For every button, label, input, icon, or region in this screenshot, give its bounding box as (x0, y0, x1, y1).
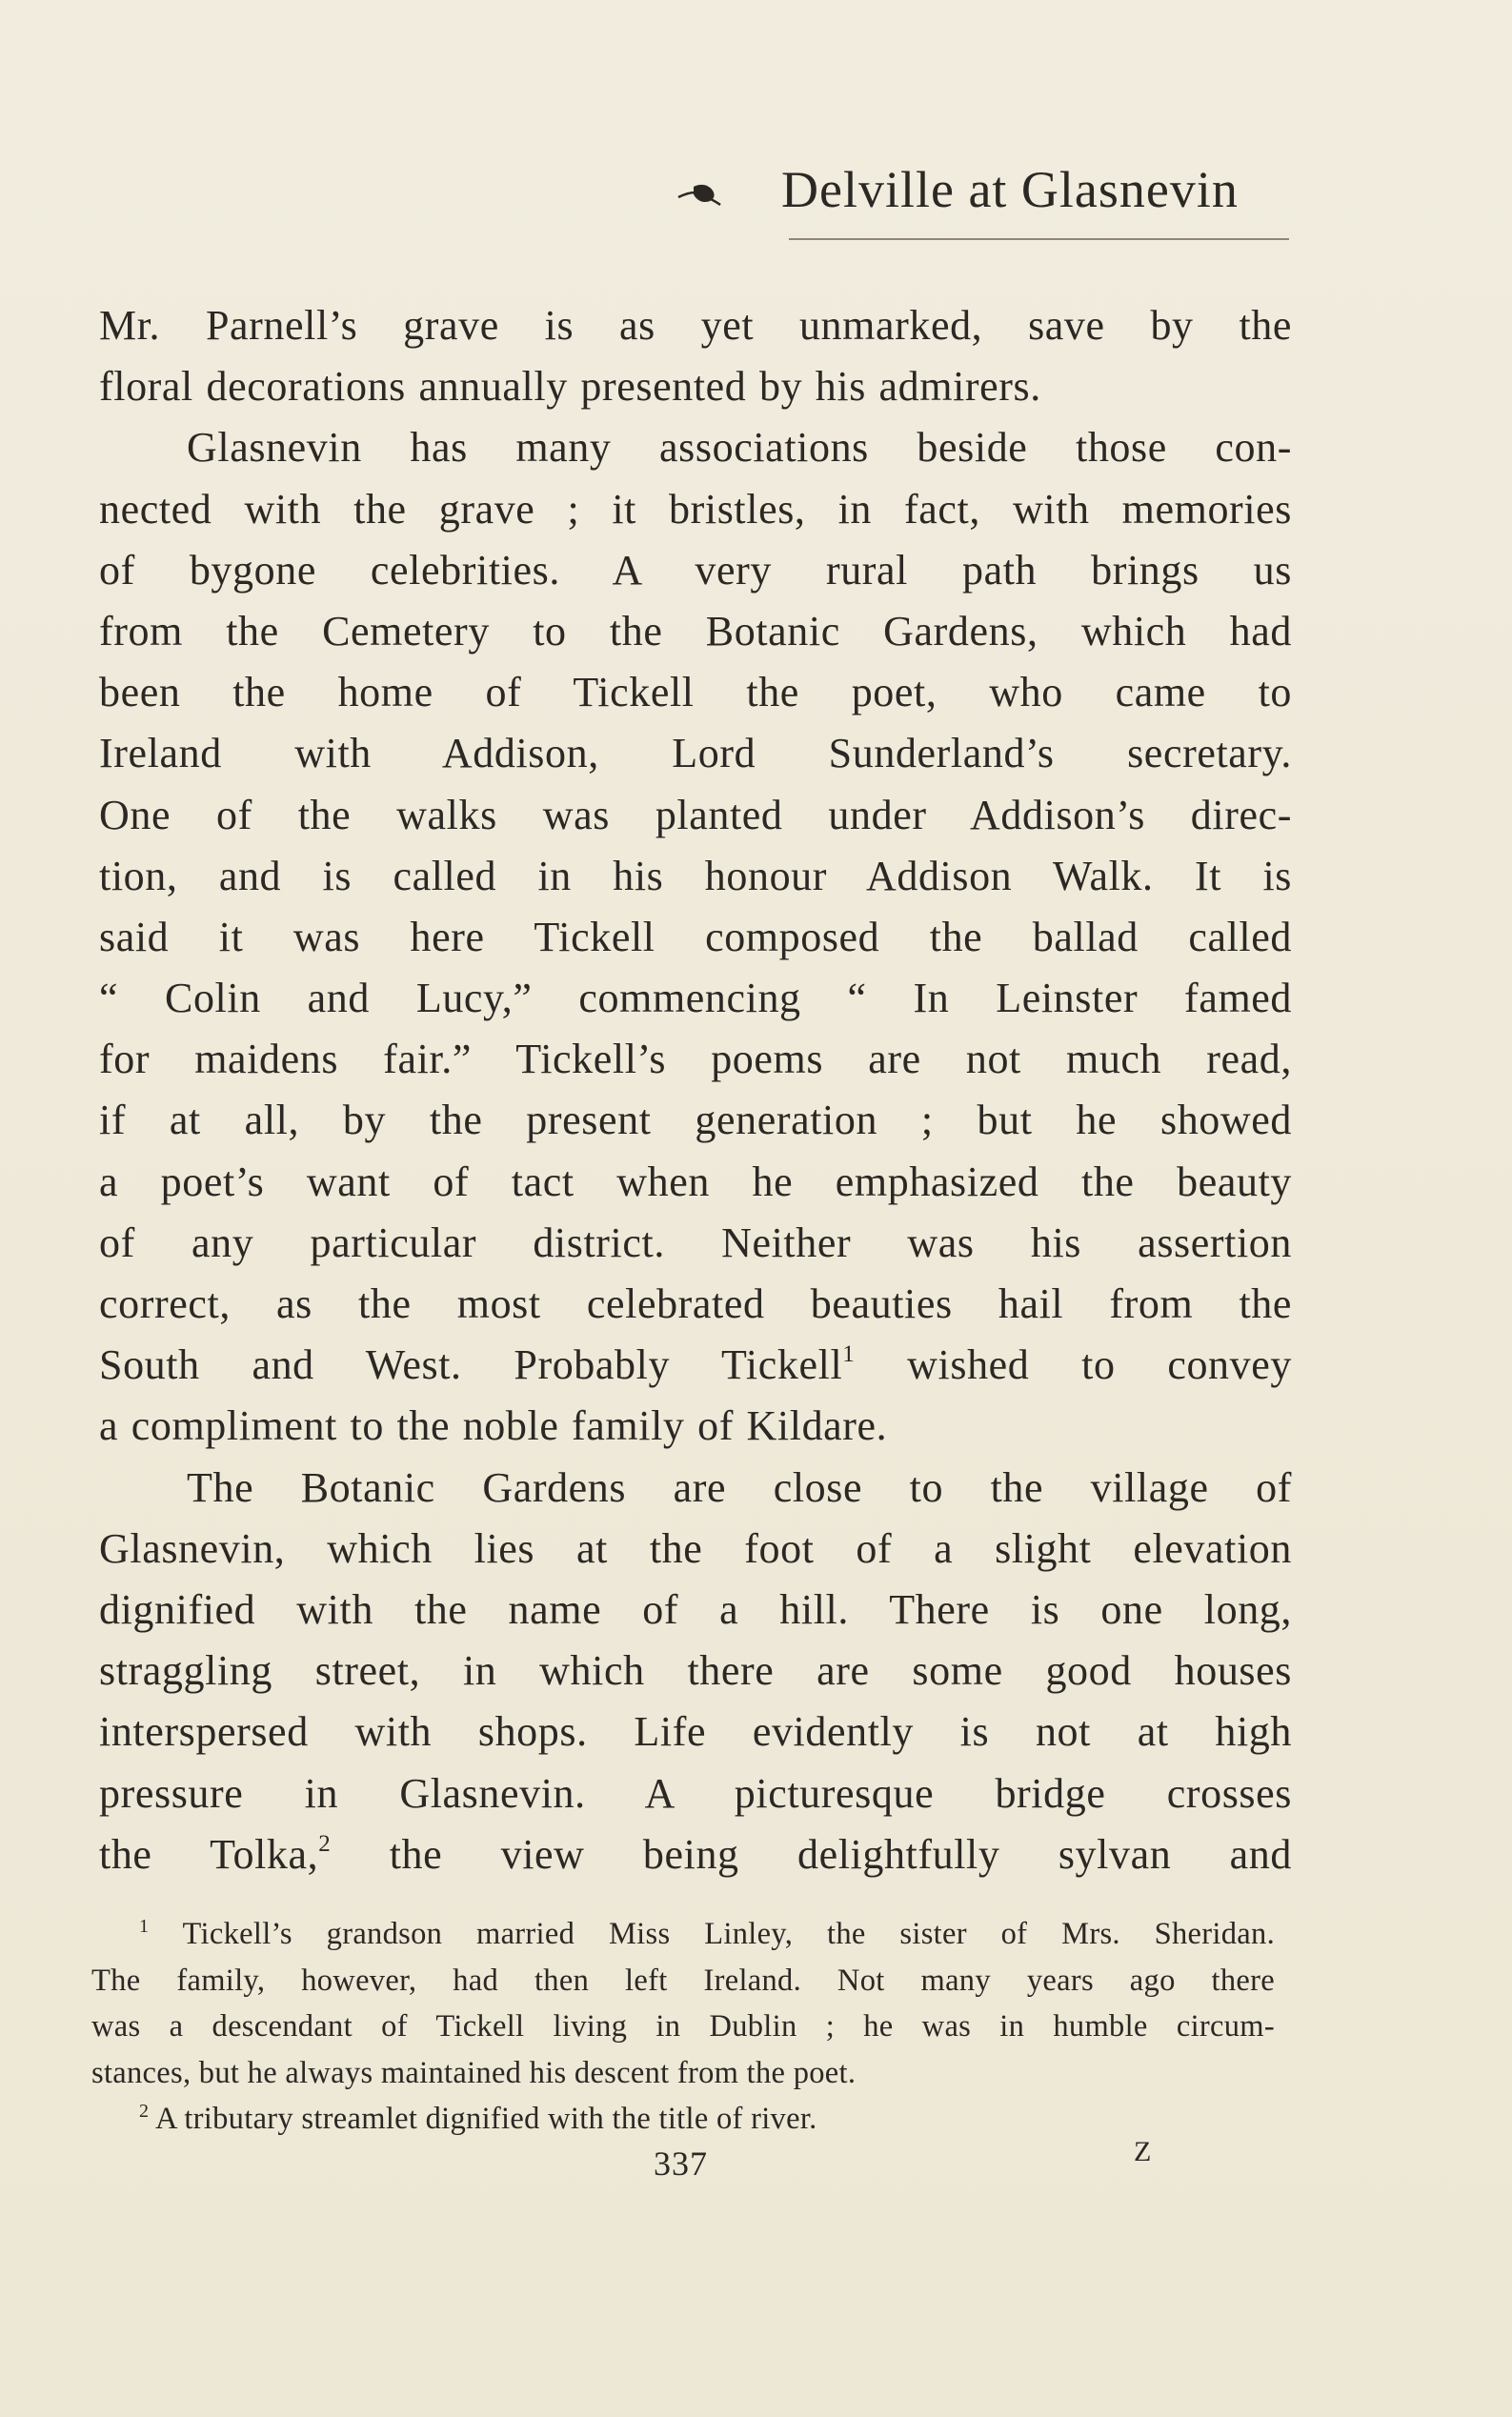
footnote-marker: 1 (139, 1916, 150, 1937)
text-line: tion, and is called in his honour Addison Walk. It is (99, 852, 1292, 899)
header-rule (789, 238, 1289, 240)
text-line (99, 1335, 1292, 1396)
text-line: Mr. Parnell’s grave is as yet unmarked, save by the (99, 302, 1292, 349)
text-line: Glasnevin, which lies at the foot of a slight elevation (99, 1524, 1292, 1572)
footnote-line: The family, however, had then left Ireland. Not many years ago there (91, 1963, 1275, 1998)
text-segment: South and West. Probably Tickell (99, 1341, 843, 1389)
text-line: from the Cemetery to the Botanic Gardens, which had (99, 607, 1292, 655)
text-segment: wished to convey (907, 1341, 1292, 1389)
footnote-text: A tributary streamlet dignified with the title of river. (154, 2102, 817, 2136)
text-line: Ireland with Addison, Lord Sunderland’s secretary. (99, 730, 1292, 777)
footnote-text: Tickell’s grandson married Miss Linley, the sister of Mrs. Sheridan. (182, 1917, 1275, 1951)
body-text (99, 295, 1292, 1885)
text-line: “ Colin and Lucy,” commencing “ In Leinster famed (99, 975, 1292, 1022)
text-line: a compliment to the noble family of Kildare. (99, 1402, 888, 1450)
text-line: of any particular district. Neither was his assertion (99, 1219, 1292, 1266)
footnote-line: stances, but he always maintained his descent from the poet. (91, 2055, 857, 2090)
text-line: dignified with the name of a hill. There is one long, (99, 1585, 1292, 1633)
text-line: floral decorations annually presented by his admirers. (99, 363, 1041, 411)
text-line: Glasnevin has many associations beside those con- (187, 424, 1292, 472)
footnote-line (91, 1911, 1275, 1958)
page-number: 337 (654, 2145, 708, 2183)
text-line: interspersed with shops. Life evidently is not at high (99, 1708, 1292, 1756)
text-line: been the home of Tickell the poet, who came to (99, 669, 1292, 716)
footnote-line: was a descendant of Tickell living in Dublin ; he was in humble circum- (91, 2009, 1275, 2044)
signature-mark: Z (1134, 2136, 1152, 2167)
footnote-reference: 1 (842, 1341, 856, 1368)
page-title: Delville at Glasnevin (781, 161, 1239, 218)
footnotes (91, 1911, 1275, 2143)
footnote-line (91, 2096, 1275, 2143)
running-head (667, 160, 1296, 236)
text-segment: the view being delightfully sylvan and (389, 1830, 1292, 1878)
text-line: said it was here Tickell composed the ballad called (99, 913, 1292, 960)
text-segment: the Tolka, (99, 1830, 319, 1878)
text-line: nected with the grave ; it bristles, in fact, with memories (99, 485, 1292, 533)
text-line: for maidens fair.” Tickell’s poems are not much read, (99, 1036, 1292, 1083)
text-line: The Botanic Gardens are close to the village of (187, 1463, 1292, 1511)
text-line: pressure in Glasnevin. A picturesque bridge crosses (99, 1769, 1292, 1817)
hand-pointer-icon (676, 179, 722, 208)
text-line: correct, as the most celebrated beauties hail from the (99, 1280, 1292, 1327)
text-line: One of the walks was planted under Addison’s direc- (99, 791, 1292, 838)
text-line: a poet’s want of tact when he emphasized the beauty (99, 1158, 1292, 1205)
footnote-marker: 2 (139, 2101, 150, 2122)
text-line: if at all, by the present generation ; but he showed (99, 1097, 1292, 1144)
text-line (99, 1824, 1292, 1885)
text-line: of bygone celebrities. A very rural path brings us (99, 546, 1292, 594)
text-line: straggling street, in which there are some good houses (99, 1647, 1292, 1695)
footnote-reference: 2 (318, 1830, 332, 1857)
